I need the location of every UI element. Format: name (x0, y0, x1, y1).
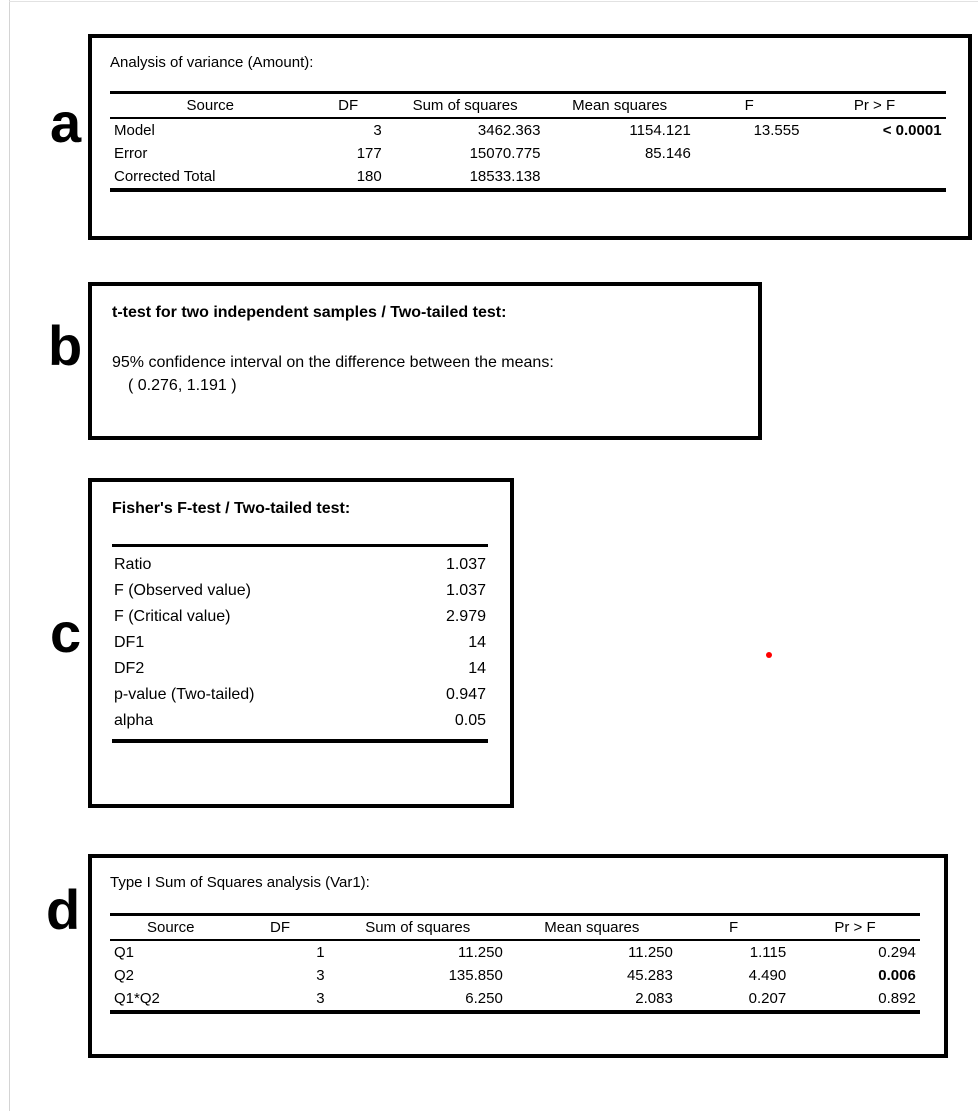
anova-title: Analysis of variance (Amount): (110, 54, 314, 71)
stat-value: 0.947 (445, 686, 486, 703)
table-row-f-critical (112, 604, 488, 630)
column-header-ss: Sum of squares (365, 919, 471, 936)
cell-source: Q2 (114, 967, 135, 984)
table-row-f-observed (112, 578, 488, 604)
figure-label-d: d (46, 878, 81, 941)
cell-ms: 45.283 (626, 967, 673, 984)
stat-label: DF1 (114, 634, 145, 651)
column-header-pr: Pr > F (853, 97, 896, 114)
cell-ms: 2.083 (635, 990, 673, 1007)
cell-ss: 3462.363 (477, 122, 541, 139)
fisher-ftest-table (112, 544, 488, 743)
cell-ms: 85.146 (644, 145, 691, 162)
stat-label: F (Critical value) (114, 608, 231, 625)
column-header-source: Source (146, 919, 195, 936)
confidence-interval-text: 95% confidence interval on the difference between the means: (112, 354, 554, 371)
column-header-ss: Sum of squares (412, 97, 518, 114)
confidence-interval-values: ( 0.276, 1.191 ) (128, 377, 237, 394)
table-row-df1 (112, 630, 488, 656)
type1-header-row (110, 915, 920, 941)
stat-label: p-value (Two-tailed) (114, 686, 255, 703)
cell-f: 4.490 (748, 967, 787, 984)
table-row-pvalue (112, 682, 488, 708)
fisher-ftest-panel (88, 478, 514, 808)
cell-source: Q1*Q2 (114, 990, 160, 1007)
cell-df: 3 (316, 967, 325, 984)
ttest-title: t-test for two independent samples / Two-tailed test: (112, 304, 507, 321)
cell-ss: 6.250 (465, 990, 503, 1007)
cell-ss: 18533.138 (469, 168, 541, 185)
stat-value: 1.037 (445, 582, 486, 599)
stat-label: DF2 (114, 660, 145, 677)
stat-value: 14 (468, 634, 486, 651)
cell-df: 177 (356, 145, 382, 162)
ttest-panel (88, 282, 762, 440)
column-header-ms: Mean squares (572, 97, 668, 114)
cell-df: 3 (316, 990, 325, 1007)
cell-source: Q1 (114, 944, 135, 961)
cell-pr (803, 142, 945, 165)
fisher-ftest-title: Fisher's F-test / Two-tailed test: (112, 500, 351, 517)
column-header-pr: Pr > F (834, 919, 876, 936)
figure-label-b: b (48, 314, 83, 377)
stat-value: 0.05 (454, 712, 486, 729)
cell-f: 13.555 (753, 122, 800, 139)
left-edge-line (9, 0, 10, 1111)
table-row-model (110, 118, 946, 142)
column-header-source: Source (186, 97, 235, 114)
cell-ms (544, 165, 694, 190)
cell-f: 0.207 (748, 990, 787, 1007)
stat-label: alpha (114, 712, 154, 729)
red-dot-marker (766, 652, 772, 658)
stat-value: 2.979 (445, 608, 486, 625)
table-row-q1q2 (110, 987, 920, 1012)
cell-pr: 0.006 (878, 967, 916, 984)
cell-ss: 135.850 (448, 967, 503, 984)
stat-value: 14 (468, 660, 486, 677)
column-header-f: F (728, 919, 739, 936)
cell-pr: 0.294 (878, 944, 916, 961)
cell-source: Model (114, 122, 155, 139)
cell-pr: < 0.0001 (882, 122, 942, 139)
table-row-corrected-total (110, 165, 946, 190)
cell-ss: 15070.775 (469, 145, 541, 162)
cell-df: 1 (316, 944, 325, 961)
cell-df: 180 (356, 168, 382, 185)
cell-f (695, 142, 804, 165)
stat-label: F (Observed value) (114, 582, 251, 599)
column-header-f: F (744, 97, 754, 114)
column-header-df: DF (338, 97, 359, 114)
type1-ss-panel (88, 854, 948, 1058)
cell-source: Corrected Total (114, 168, 216, 185)
figure-label-c: c (50, 601, 82, 664)
figure-label-a: a (50, 91, 82, 154)
table-row-alpha (112, 708, 488, 741)
cell-pr: 0.892 (878, 990, 916, 1007)
cell-pr (803, 165, 945, 190)
cell-source: Error (114, 145, 148, 162)
table-row-q1 (110, 940, 920, 964)
cell-f: 1.115 (749, 944, 787, 961)
top-edge-line (9, 1, 978, 2)
anova-header-row (110, 93, 946, 119)
table-row-error (110, 142, 946, 165)
table-row-ratio (112, 546, 488, 579)
type1-ss-title: Type I Sum of Squares analysis (Var1): (110, 874, 370, 891)
cell-ms: 11.250 (628, 944, 673, 961)
cell-ms: 1154.121 (629, 122, 691, 139)
cell-df: 3 (373, 122, 382, 139)
stat-value: 1.037 (445, 556, 486, 573)
type1-ss-table (110, 913, 920, 1014)
column-header-df: DF (270, 919, 291, 936)
cell-f (695, 165, 804, 190)
stat-label: Ratio (114, 556, 152, 573)
cell-ss: 11.250 (458, 944, 503, 961)
table-row-q2 (110, 964, 920, 987)
anova-table (110, 91, 946, 192)
anova-panel (88, 34, 972, 240)
table-row-df2 (112, 656, 488, 682)
column-header-ms: Mean squares (544, 919, 640, 936)
